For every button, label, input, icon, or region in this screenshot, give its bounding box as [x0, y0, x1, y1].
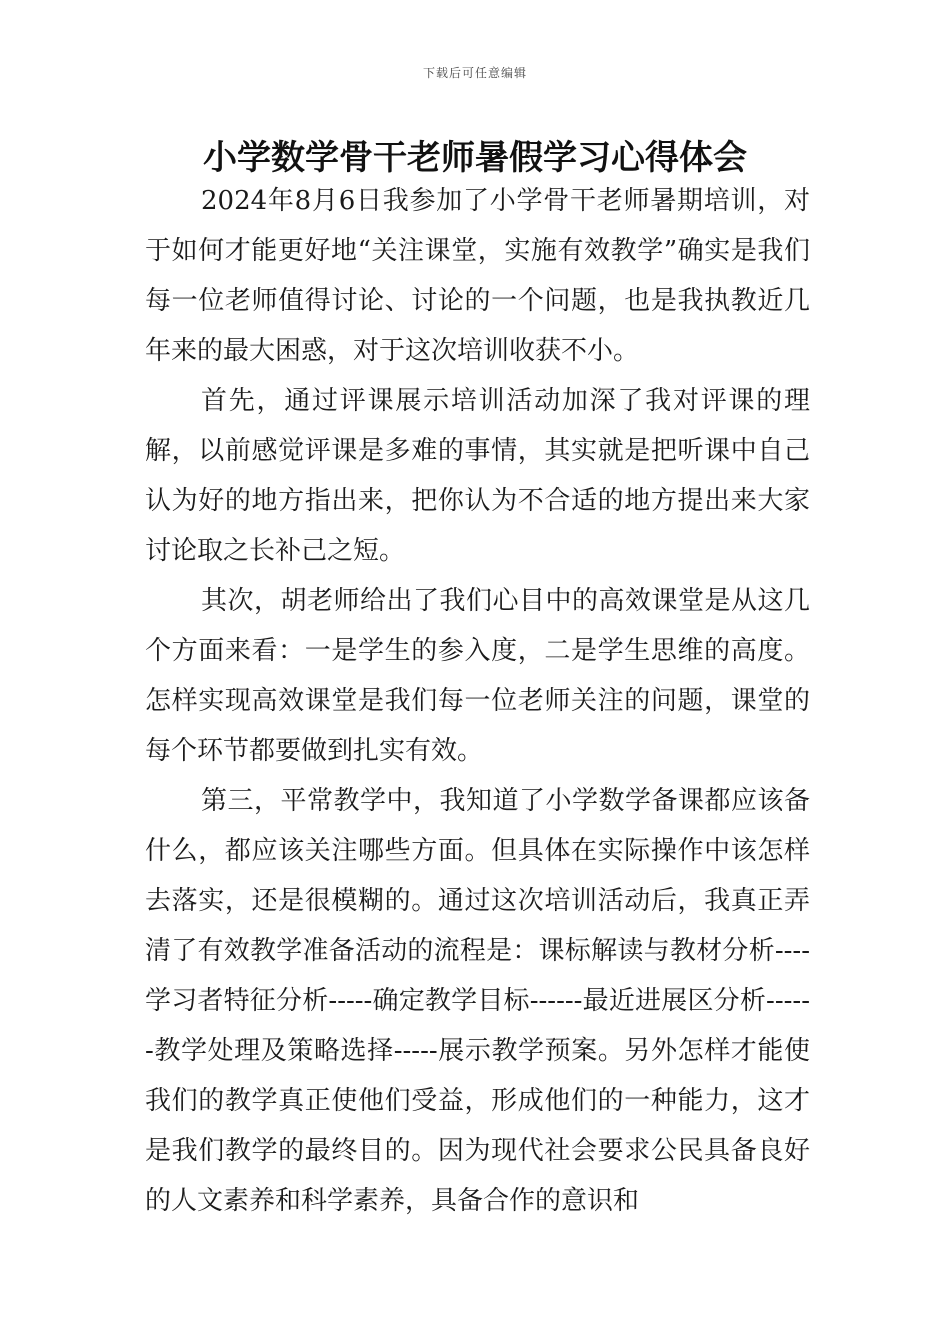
paragraph-3: 其次，胡老师给出了我们心目中的高效课堂是从这几个方面来看：一是学生的参入度，二是学生思维的高度。怎样实现高效课堂是我们每一位老师关注的问题，课堂的每个环节都要做到扎实有效。 — [145, 586, 810, 766]
paragraph-1: 2024年8月6日我参加了小学骨干老师暑期培训，对于如何才能更好地“关注课堂，实施有效教学”确实是我们每一位老师值得讨论、讨论的一个问题，也是我执教近几年来的最大困惑，对于这次培训收获不小。 — [145, 186, 810, 366]
document-title: 小学数学骨干老师暑假学习心得体会 — [203, 138, 747, 178]
header-note: 下载后可任意编辑 — [422, 66, 527, 80]
paragraph-2: 首先，通过评课展示培训活动加深了我对评课的理解，以前感觉评课是多难的事情，其实就是把听课中自己认为好的地方指出来，把你认为不合适的地方提出来大家讨论取之长补己之短。 — [145, 386, 810, 566]
paragraph-4: 第三，平常教学中，我知道了小学数学备课都应该备什么，都应该关注哪些方面。但具体在实际操作中该怎样去落实，还是很模糊的。通过这次培训活动后，我真正弄清了有效教学准备活动的流程是：课标解读与教材分析----学习者特征分析-----确定教学目标------最近进展区分析------教学处理及策略选择-----展示教学预案。另外怎样才能使我们的教学真正使他们受益，形成他们的一种能力，这才是我们教学的最终目的。因为现代社会要求公民具备良好的人文素养和科学素养，具备合作的意识和 — [145, 786, 810, 1216]
document-body — [145, 176, 810, 1226]
